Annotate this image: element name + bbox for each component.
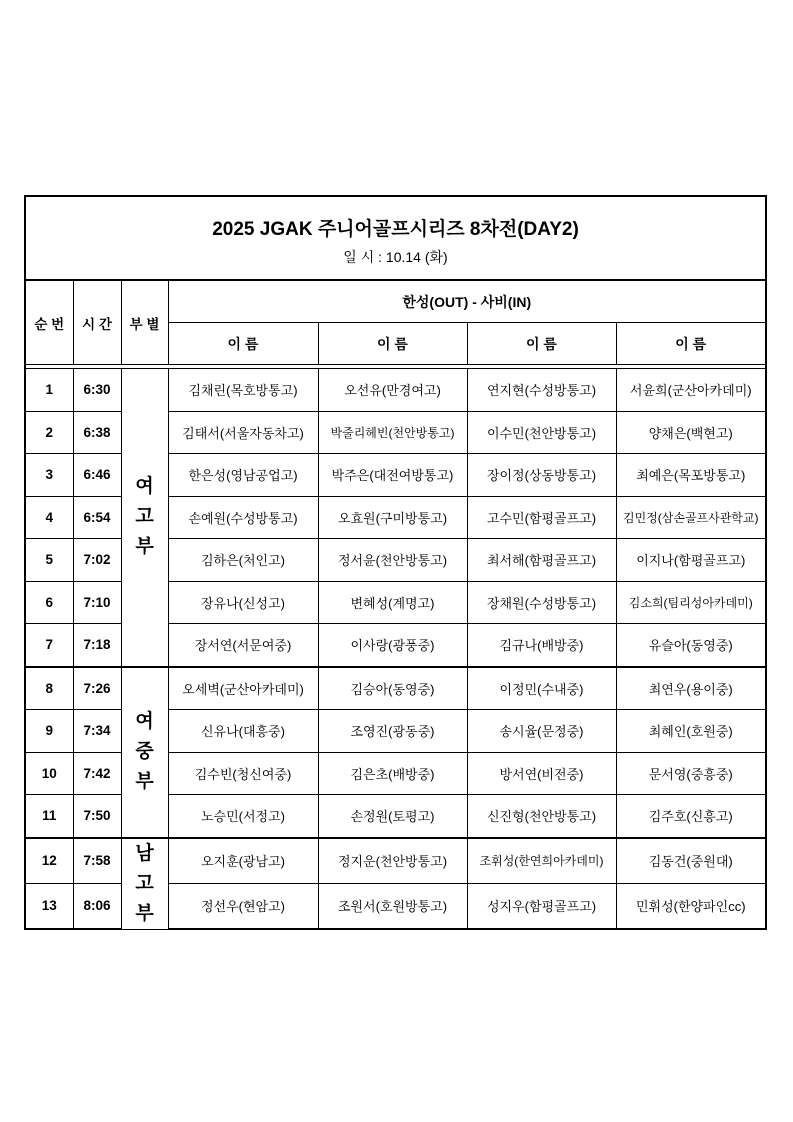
player-cell: 김채린(목호방통고) <box>168 369 318 412</box>
order-cell: 3 <box>25 454 73 497</box>
time-cell: 8:06 <box>73 883 121 929</box>
player-cell: 송시율(문정중) <box>467 710 616 753</box>
header-name-1: 이 름 <box>168 323 318 365</box>
order-cell: 9 <box>25 710 73 753</box>
player-cell: 최혜인(호원중) <box>616 710 766 753</box>
header-name-2: 이 름 <box>318 323 467 365</box>
order-cell: 8 <box>25 667 73 710</box>
time-cell: 7:18 <box>73 624 121 667</box>
player-cell: 김은초(배방중) <box>318 752 467 795</box>
player-cell: 손정원(토평고) <box>318 795 467 838</box>
tee-time-sheet <box>24 195 767 930</box>
player-cell: 오선유(만경여고) <box>318 369 467 412</box>
time-cell: 7:26 <box>73 667 121 710</box>
player-cell: 양채은(백현고) <box>616 411 766 454</box>
player-cell: 김수빈(청신여중) <box>168 752 318 795</box>
player-cell: 김주호(신흥고) <box>616 795 766 838</box>
division-cell: 여 중 부 <box>121 667 168 838</box>
tee-time-table <box>24 280 767 930</box>
player-cell: 손예원(수성방통고) <box>168 496 318 539</box>
player-cell: 정서윤(천안방통고) <box>318 539 467 582</box>
player-cell: 노승민(서정고) <box>168 795 318 838</box>
order-cell: 5 <box>25 539 73 582</box>
header-time: 시 간 <box>73 281 121 365</box>
player-cell: 김동건(중원대) <box>616 838 766 884</box>
player-cell: 김소희(팀리성아카데미) <box>616 581 766 624</box>
table-row <box>25 838 766 884</box>
table-body <box>25 369 766 930</box>
order-cell: 6 <box>25 581 73 624</box>
time-cell: 7:58 <box>73 838 121 884</box>
order-cell: 4 <box>25 496 73 539</box>
header-division: 부 별 <box>121 281 168 365</box>
title-box <box>24 195 767 280</box>
player-cell: 정지운(천안방통고) <box>318 838 467 884</box>
player-cell: 장채원(수성방통고) <box>467 581 616 624</box>
player-cell: 조원서(호원방통고) <box>318 883 467 929</box>
player-cell: 서윤희(군산아카데미) <box>616 369 766 412</box>
page-title: 2025 JGAK 주니어골프시리즈 8차전(DAY2) <box>212 219 579 240</box>
order-cell: 2 <box>25 411 73 454</box>
player-cell: 유슬아(동영중) <box>616 624 766 667</box>
player-cell: 장서연(서문여중) <box>168 624 318 667</box>
division-cell: 여 고 부 <box>121 369 168 667</box>
player-cell: 최서해(함평골프고) <box>467 539 616 582</box>
player-cell: 조휘성(한연희아카데미) <box>467 838 616 884</box>
header-name-4: 이 름 <box>616 323 766 365</box>
player-cell: 최예은(목포방통고) <box>616 454 766 497</box>
player-cell: 한은성(영남공업고) <box>168 454 318 497</box>
time-cell: 7:10 <box>73 581 121 624</box>
player-cell: 조영진(광동중) <box>318 710 467 753</box>
time-cell: 7:02 <box>73 539 121 582</box>
player-cell: 김태서(서울자동차고) <box>168 411 318 454</box>
division-cell: 남 고 부 <box>121 838 168 930</box>
player-cell: 이지나(함평골프고) <box>616 539 766 582</box>
order-cell: 10 <box>25 752 73 795</box>
time-cell: 7:50 <box>73 795 121 838</box>
time-cell: 6:30 <box>73 369 121 412</box>
order-cell: 13 <box>25 883 73 929</box>
player-cell: 방서연(비전중) <box>467 752 616 795</box>
player-cell: 김하은(처인고) <box>168 539 318 582</box>
player-cell: 김승아(동영중) <box>318 667 467 710</box>
player-cell: 연지현(수성방통고) <box>467 369 616 412</box>
player-cell: 오효원(구미방통고) <box>318 496 467 539</box>
player-cell: 김민정(삼손골프사관학교) <box>616 496 766 539</box>
player-cell: 김규나(배방중) <box>467 624 616 667</box>
player-cell: 오세벽(군산아카데미) <box>168 667 318 710</box>
player-cell: 장이정(상동방통고) <box>467 454 616 497</box>
player-cell: 변혜성(계명고) <box>318 581 467 624</box>
time-cell: 7:34 <box>73 710 121 753</box>
event-date: 일 시 : 10.14 (화) <box>343 249 448 265</box>
table-row <box>25 369 766 412</box>
player-cell: 신진형(천안방통고) <box>467 795 616 838</box>
player-cell: 이정민(수내중) <box>467 667 616 710</box>
time-cell: 6:54 <box>73 496 121 539</box>
header-course: 한성(OUT) - 사비(IN) <box>168 281 766 323</box>
time-cell: 6:46 <box>73 454 121 497</box>
order-cell: 12 <box>25 838 73 884</box>
player-cell: 최연우(용이중) <box>616 667 766 710</box>
player-cell: 장유나(신성고) <box>168 581 318 624</box>
time-cell: 6:38 <box>73 411 121 454</box>
player-cell: 박주은(대전여방통고) <box>318 454 467 497</box>
order-cell: 7 <box>25 624 73 667</box>
order-cell: 11 <box>25 795 73 838</box>
player-cell: 이수민(천안방통고) <box>467 411 616 454</box>
header-name-3: 이 름 <box>467 323 616 365</box>
player-cell: 성지우(함평골프고) <box>467 883 616 929</box>
player-cell: 고수민(함평골프고) <box>467 496 616 539</box>
player-cell: 정선우(현암고) <box>168 883 318 929</box>
player-cell: 오지훈(광남고) <box>168 838 318 884</box>
header-order: 순 번 <box>25 281 73 365</box>
player-cell: 박줄리헤빈(천안방통고) <box>318 411 467 454</box>
time-cell: 7:42 <box>73 752 121 795</box>
player-cell: 신유나(대흥중) <box>168 710 318 753</box>
order-cell: 1 <box>25 369 73 412</box>
table-row <box>25 667 766 710</box>
player-cell: 민휘성(한양파인cc) <box>616 883 766 929</box>
player-cell: 문서영(중흥중) <box>616 752 766 795</box>
player-cell: 이사랑(광풍중) <box>318 624 467 667</box>
